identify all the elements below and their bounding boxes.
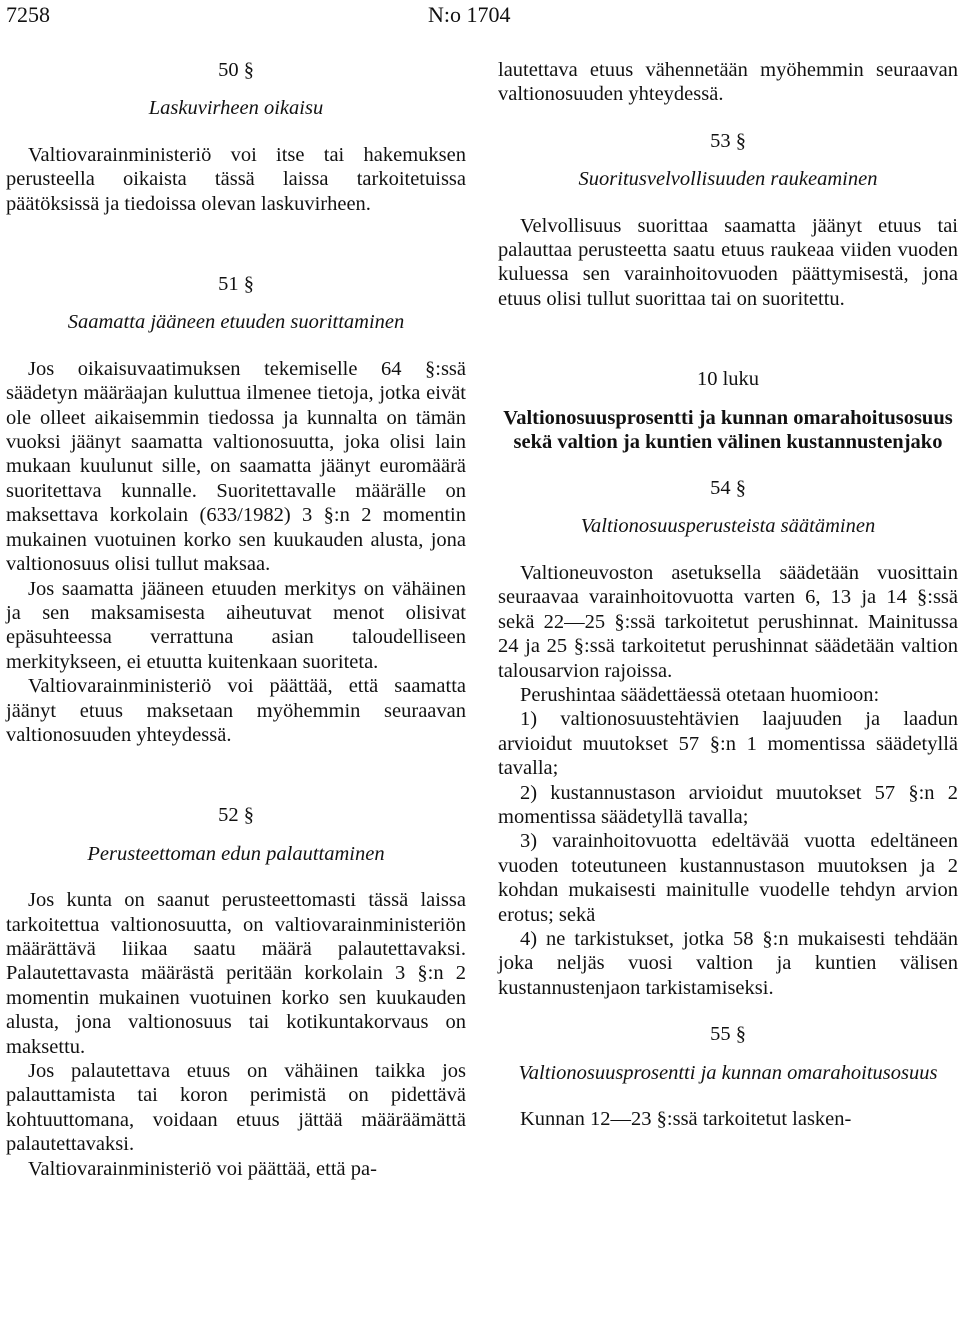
left-column	[6, 58, 466, 1181]
paragraph: Jos palautettava etuus on vähäinen taikka jos palauttamista tai koron perimistä on pidettävä kohtuuttomana, voidaan etuus jättää määräämättä palautettavaksi.	[6, 1060, 466, 1156]
page-number: 7258	[6, 2, 50, 27]
paragraph: Velvollisuus suorittaa saamatta jäänyt etuus tai palauttaa perusteetta saatu etuus raukeaa viiden vuoden kuluessa sen varainhoitovuoden päättymisestä, jona etuus olisi tullut suorittaa tai on suoritettu.	[498, 214, 958, 310]
paragraph: Jos saamatta jääneen etuuden merkitys on vähäinen ja sen maksamisesta aiheutuvat menot olisivat epäsuhteessa verrattuna asian taloudelliseen merkitykseen, ei etuutta kuitenkaan suoriteta.	[6, 577, 466, 673]
section-title: Valtionosuusprosentti ja kunnan omarahoitusosuus	[518, 1061, 938, 1084]
list-item: 1) valtionosuustehtävien laajuuden ja laadun arvioidut muutokset 57 §:n 1 momentissa säädetyllä tavalla;	[498, 708, 958, 780]
section-54	[498, 476, 958, 1000]
paragraph: Valtiovarainministeriö voi päättää, että saamatta jäänyt etuus maksetaan myöhemmin seuraavan valtionosuuden yhteydessä.	[6, 675, 466, 746]
section-55	[498, 1022, 958, 1131]
chapter-number: 10 luku	[696, 368, 760, 391]
chapter-10	[498, 367, 958, 454]
section-52	[6, 803, 466, 1181]
paragraph: Kunnan 12—23 §:ssä tarkoitetut lasken-	[520, 1108, 852, 1130]
section-number: 51 §	[218, 273, 254, 296]
issue-number: N:o 1704	[428, 2, 511, 27]
section-50	[6, 58, 466, 216]
list-item: 3) varainhoitovuotta edeltävää vuotta edeltäneen vuoden toteutuneen kustannustason muutoksen ja 2 kohdan mukaisesti mainitulle vuodelle tehdyn arvion erotus; sekä	[498, 830, 958, 926]
section-title: Laskuvirheen oikaisu	[148, 97, 324, 120]
chapter-title: Valtionosuusprosentti ja kunnan omarahoitusosuus sekä valtion ja kuntien välinen kustannustenjako	[503, 406, 953, 453]
section-number: 55 §	[710, 1023, 746, 1046]
paragraph: Valtiovarainministeriö voi päättää, että pa-	[28, 1157, 377, 1180]
section-number: 52 §	[218, 804, 254, 827]
section-title: Perusteettoman edun palauttaminen	[87, 842, 385, 865]
paragraph: Jos kunta on saanut perusteettomasti tässä laissa tarkoitettua valtionosuutta, on valtiovarainministeriön määrättävä liikaa saatu määrä palautettavaksi. Palautettavasta määrästä peritään korkolain 3 §:n 2 momentin mukainen vuotuinen korko sen kuukauden alusta, jona valtionosuus tai kotikuntakorvaus on maksettu.	[6, 889, 466, 1058]
section-51	[6, 272, 466, 747]
section-title: Valtionosuusperusteista säätäminen	[580, 515, 876, 538]
section-title: Saamatta jääneen etuuden suorittaminen	[67, 311, 405, 334]
list-item: 2) kustannustason arvioidut muutokset 57 §:n 2 momentissa säädetyllä tavalla;	[498, 781, 958, 828]
section-title: Suoritusvelvollisuuden raukeaminen	[578, 168, 878, 191]
right-column	[498, 58, 958, 1131]
section-53	[498, 129, 958, 311]
list-item: 4) ne tarkistukset, jotka 58 §:n mukaisesti tehdään joka neljäs vuosi valtion ja kuntien välisen kustannustenjaon tarkistamiseksi.	[498, 927, 958, 999]
paragraph: Valtiovarainministeriö voi itse tai hakemuksen perusteella oikaista tässä laissa tarkoitetuissa päätöksissä ja tiedoissa olevan laskuvirheen.	[6, 143, 466, 215]
section-number: 54 §	[710, 477, 746, 500]
page-header	[0, 0, 960, 30]
paragraph: Jos oikaisuvaatimuksen tekemiselle 64 §:ssä säädetyn määräajan kuluttua ilmenee tietoja, jotka eivät ole olleet aikaisemmin tiedossa ja kunnalta on tämän vuoksi jäänyt saamatta valtionosuutta, joka olisi lain mukaan kuulunut sille, on saamatta jäänyt euromäärä suoritettava kunnalle. Suoritettavalle määrälle on maksettava korkolain (633/1982) 3 §:n 2 momentin mukainen vuotuinen korko sen kuukauden alusta, jona valtionosuus olisi tullut maksaa.	[6, 357, 466, 576]
section-number: 53 §	[710, 129, 746, 152]
continuation-paragraph: lautettava etuus vähennetään myöhemmin seuraavan valtionosuuden yhteydessä.	[498, 59, 958, 106]
section-number: 50 §	[218, 59, 254, 81]
paragraph: Valtioneuvoston asetuksella säädetään vuosittain seuraavaa varainhoitovuotta varten 6, 13 ja 14 §:ssä sekä 22—25 §:ssä tarkoitetut perushinnat. Mainitussa 24 ja 25 §:ssä tarkoitetut perushinnat säädetään valtion talousarvion rajoissa.	[498, 561, 958, 682]
paragraph: Perushintaa säädettäessä otetaan huomioon:	[520, 683, 880, 706]
